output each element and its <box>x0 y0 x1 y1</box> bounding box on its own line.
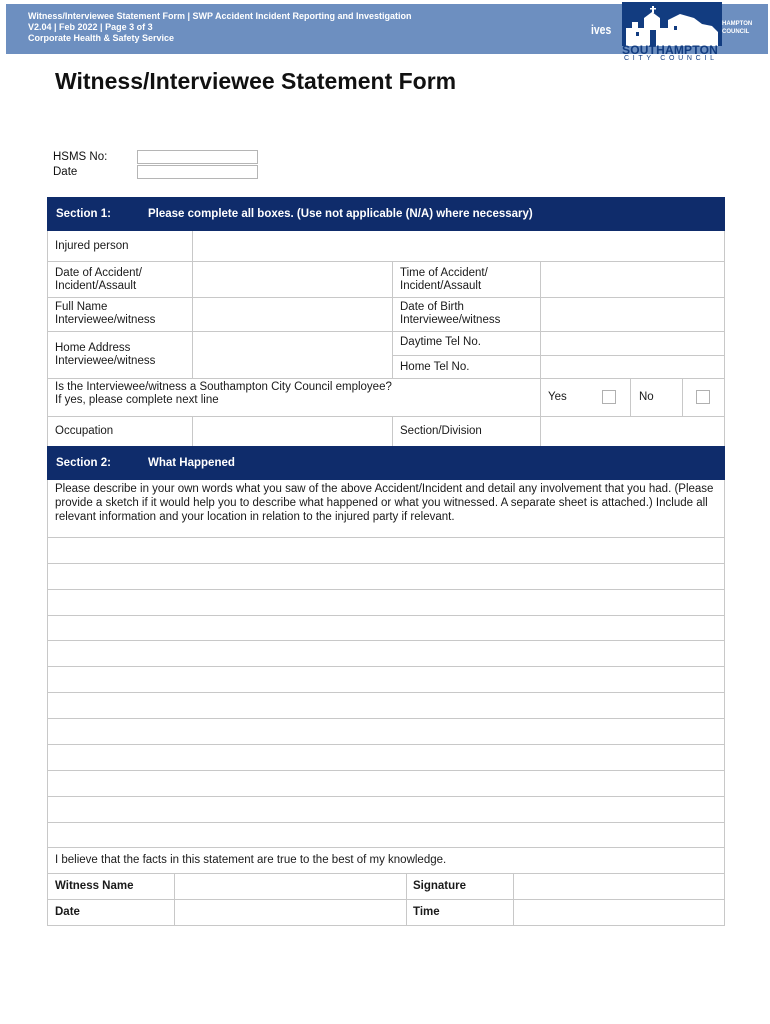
writing-line <box>47 847 725 848</box>
home-address-label: Home Address Interviewee/witness <box>55 342 156 367</box>
daytime-tel-label: Daytime Tel No. <box>400 336 481 348</box>
injured-person-field[interactable] <box>194 232 724 261</box>
declaration-text: I believe that the facts in this statement are true to the best of my knowledge. <box>55 854 447 866</box>
yes-checkbox[interactable] <box>602 390 616 404</box>
logo-side-line-2: COUNCIL <box>722 29 750 35</box>
logo-side-text <box>722 20 752 36</box>
column-divider <box>513 873 514 925</box>
header-line-1: Witness/Interviewee Statement Form | SWP Accident Incident Reporting and Investigation <box>28 11 412 21</box>
column-divider <box>540 378 541 416</box>
occupation-label: Occupation <box>55 425 114 437</box>
row-divider <box>47 378 725 379</box>
section-1-number: Section 1: <box>56 208 111 220</box>
injured-person-label: Injured person <box>55 240 129 252</box>
witness-name-field[interactable] <box>176 874 405 899</box>
column-divider <box>392 416 393 446</box>
home-tel-field[interactable] <box>542 356 724 378</box>
date-of-birth-label: Date of Birth Interviewee/witness <box>400 301 501 326</box>
column-divider <box>540 416 541 446</box>
castle-icon <box>622 2 722 46</box>
final-date-label: Date <box>55 906 80 918</box>
council-logo <box>622 2 767 62</box>
date-of-accident-label: Date of Accident/ Incident/Assault <box>55 267 142 292</box>
home-tel-label: Home Tel No. <box>400 361 470 373</box>
logo-wordmark: SOUTHAMPTON <box>622 43 718 57</box>
time-of-accident-field[interactable] <box>542 262 724 297</box>
witness-name-label: Witness Name <box>55 880 134 892</box>
column-divider <box>406 873 407 925</box>
column-divider <box>630 378 631 416</box>
page-title: Witness/Interviewee Statement Form <box>55 68 457 94</box>
section-division-label: Section/Division <box>400 425 482 437</box>
yes-label: Yes <box>548 391 567 403</box>
council-logo-emblem <box>622 2 722 46</box>
hsms-label: HSMS No: <box>53 151 108 163</box>
column-divider <box>392 261 393 378</box>
full-name-label: Full Name Interviewee/witness <box>55 301 156 326</box>
no-label: No <box>639 391 654 403</box>
column-divider <box>682 378 683 416</box>
time-label: Time <box>413 906 440 918</box>
section-1-header <box>47 197 725 231</box>
date-input[interactable] <box>137 165 258 179</box>
section-2-instructions: Please describe in your own words what you saw of the above Accident/Incident and detail any involvement that you had. (Please provide a sketch if it would help you to describe what happened or what you witnessed. A separate sheet is attached.) Include all relevant information and your location in relation to the injured party if relevant. <box>55 483 714 523</box>
time-field[interactable] <box>515 900 724 925</box>
column-divider <box>192 231 193 378</box>
date-of-accident-field[interactable] <box>194 262 391 297</box>
occupation-field[interactable] <box>194 417 391 446</box>
home-address-field[interactable] <box>194 332 391 378</box>
header-meta <box>28 11 412 44</box>
column-divider <box>192 416 193 446</box>
time-of-accident-label: Time of Accident/ Incident/Assault <box>400 267 488 292</box>
date-label: Date <box>53 166 78 178</box>
column-divider <box>540 261 541 378</box>
section-2-header <box>47 446 725 480</box>
section-1-heading: Please complete all boxes. (Use not applicable (N/A) where necessary) <box>148 208 533 220</box>
daytime-tel-field[interactable] <box>542 332 724 355</box>
header-line-2: V2.04 | Feb 2022 | Page 3 of 3 <box>28 22 153 32</box>
signature-label: Signature <box>413 880 467 892</box>
signature-field[interactable] <box>515 874 724 899</box>
logo-subtitle: CITY COUNCIL <box>624 55 718 62</box>
header-line-3: Corporate Health & Safety Service <box>28 33 175 43</box>
section-2-heading: What Happened <box>148 457 235 469</box>
full-name-field[interactable] <box>194 298 391 331</box>
section-division-field[interactable] <box>542 417 724 446</box>
final-date-field[interactable] <box>176 900 405 925</box>
row-divider <box>47 925 725 926</box>
no-checkbox[interactable] <box>696 390 710 404</box>
employee-question: Is the Interviewee/witness a Southampton City Council employee? If yes, please complete next line <box>55 381 392 406</box>
column-divider <box>174 873 175 925</box>
hsms-input[interactable] <box>137 150 258 164</box>
ives-text: ives <box>591 22 612 37</box>
date-of-birth-field[interactable] <box>542 298 724 331</box>
what-happened-field[interactable] <box>48 538 724 847</box>
logo-side-line-1: HAMPTON <box>722 21 753 27</box>
section-2-number: Section 2: <box>56 457 111 469</box>
